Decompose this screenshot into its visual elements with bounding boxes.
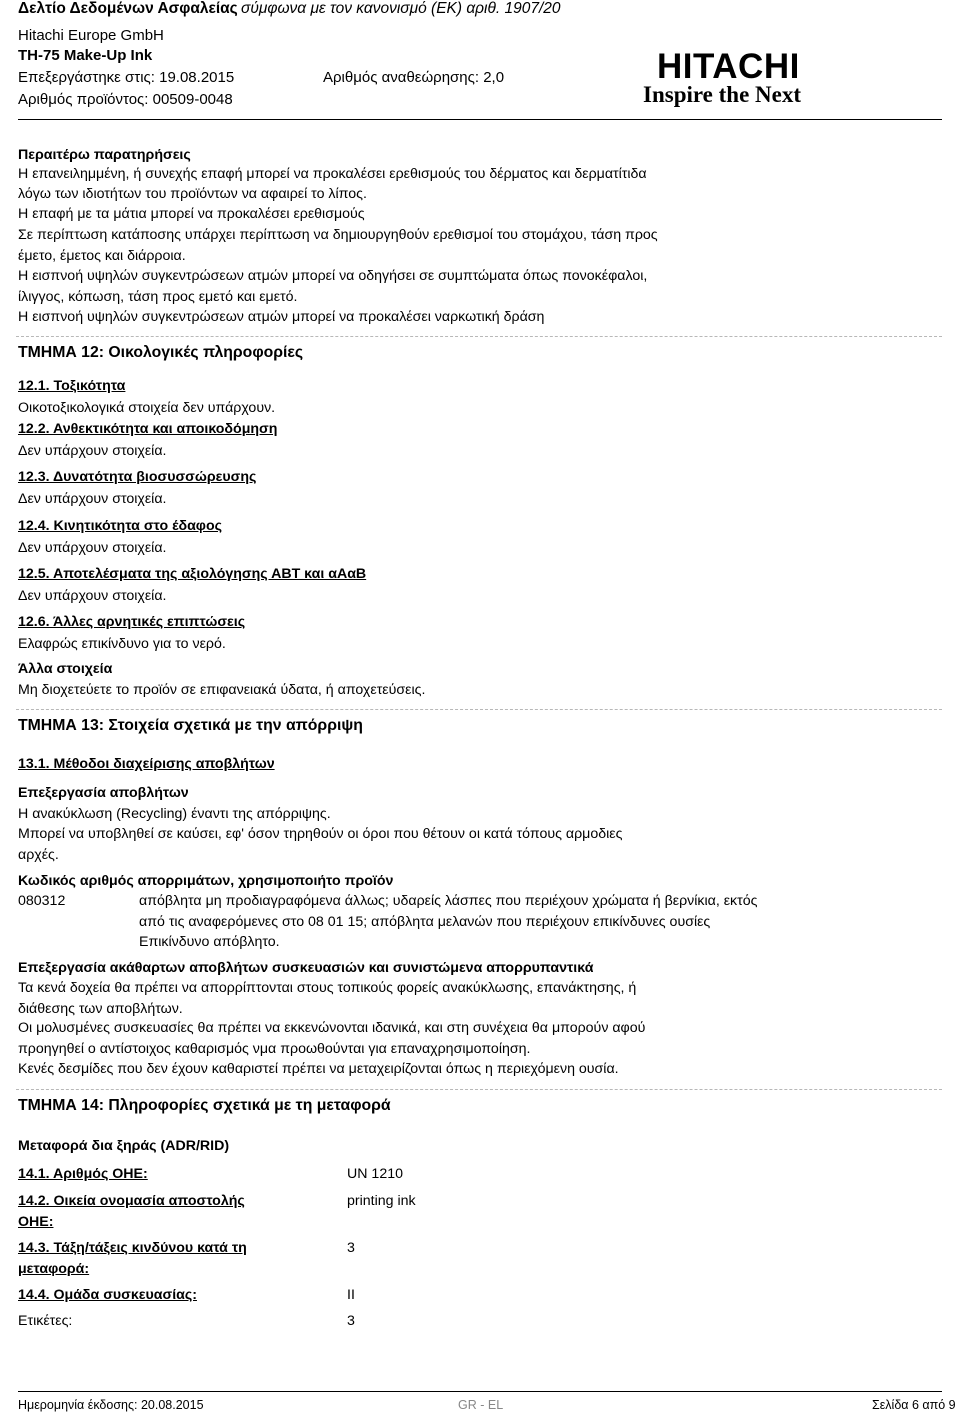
- subsection-12-5-text: Δεν υπάρχουν στοιχεία.: [18, 588, 167, 604]
- header-rule: [18, 119, 942, 120]
- subsection-12-4: 12.4. Κινητικότητα στο έδαφος: [18, 518, 222, 534]
- waste-code-description: απόβλητα μη προδιαγραφόμενα άλλως; υδαρείς λάσπες που περιέχουν χρώματα ή βερνίκια, εκτός: [139, 893, 758, 909]
- further-remarks-heading: Περαιτέρω παρατηρήσεις: [18, 147, 191, 163]
- processed-date: Επεξεργάστηκε στις: 19.08.2015: [18, 69, 235, 86]
- remark-line: Η επαφή με τα μάτια μπορεί να προκαλέσει ερεθισμούς: [18, 206, 365, 222]
- waste-code-description: από τις αναφερόμενες στο 08 01 15; απόβλητα μελανών που περιέχουν επικίνδυνες ουσίες: [139, 914, 711, 930]
- waste-processing-line: αρχές.: [18, 847, 59, 863]
- section-divider: [16, 336, 942, 337]
- language-code: GR - EL: [458, 1398, 504, 1412]
- subsection-12-3-text: Δεν υπάρχουν στοιχεία.: [18, 491, 167, 507]
- subsection-12-6-text: Ελαφρώς επικίνδυνο για το νερό.: [18, 636, 226, 652]
- other-info-text: Μη διοχετεύετε το προϊόν σε επιφανειακά ύδατα, ή αποχετεύσεις.: [18, 682, 426, 698]
- packaging-line: Τα κενά δοχεία θα πρέπει να απορρίπτονται στους τοπικούς φορείς ανακύκλωσης, επανάκτησης, ή: [18, 980, 637, 996]
- subsection-12-3: 12.3. Δυνατότητα βιοσυσσώρευσης: [18, 469, 257, 485]
- company-name: Hitachi Europe GmbH: [18, 27, 164, 44]
- section-12-title: ΤΜΗΜΑ 12: Οικολογικές πληροφορίες: [18, 344, 304, 361]
- document-title: Δελτίο Δεδομένων Ασφαλείας: [18, 0, 238, 17]
- product-number: Αριθμός προϊόντος: 00509-0048: [18, 91, 233, 108]
- remark-line: έμετο, έμετος και διάρροια.: [18, 248, 186, 264]
- subsection-12-6: 12.6. Άλλες αρνητικές επιπτώσεις: [18, 614, 246, 630]
- revision-number: Αριθμός αναθεώρησης: 2,0: [323, 69, 505, 86]
- subsection-12-2: 12.2. Ανθεκτικότητα και αποικοδόμηση: [18, 421, 278, 437]
- land-transport-heading: Μεταφορά δια ξηράς (ADR/RID): [18, 1138, 230, 1154]
- subsection-13-1: 13.1. Μέθοδοι διαχείρισης αποβλήτων: [18, 756, 275, 772]
- packaging-line: Κενές δεσμίδες που δεν έχουν καθαριστεί πρέπει να μεταχειρίζονται όπως η περιεχόμενη ουσία.: [18, 1061, 619, 1077]
- page-number: Σελίδα 6 από 9: [872, 1398, 956, 1412]
- shipping-name-label: 14.2. Οικεία ονομασία αποστολής: [18, 1193, 245, 1209]
- product-name: TH-75 Make-Up Ink: [18, 47, 153, 64]
- hitachi-logo: [643, 47, 848, 107]
- other-info-heading: Άλλα στοιχεία: [18, 661, 113, 677]
- subsection-12-4-text: Δεν υπάρχουν στοιχεία.: [18, 540, 167, 556]
- remark-line: λόγω των ιδιοτήτων του προϊόντων να αφαιρεί το λίπος.: [18, 186, 367, 202]
- waste-processing-line: Η ανακύκλωση (Recycling) έναντι της απόρριψης.: [18, 806, 331, 822]
- section-13-title: ΤΜΗΜΑ 13: Στοιχεία σχετικά με την απόρριψη: [18, 717, 363, 734]
- hazard-class-value: 3: [347, 1240, 355, 1256]
- footer-rule: [18, 1391, 942, 1392]
- subsection-12-5: 12.5. Αποτελέσματα της αξιολόγησης ΑΒΤ και αΑαΒ: [18, 566, 367, 582]
- subsection-12-2-text: Δεν υπάρχουν στοιχεία.: [18, 443, 167, 459]
- packaging-line: προηγηθεί ο αντίστοιχος καθαρισμός νμα προωθούνται για επαναχρησιμοποίηση.: [18, 1041, 531, 1057]
- hazard-class-label-cont: μεταφορά:: [18, 1261, 90, 1277]
- remark-line: ίλιγγος, κόπωση, τάση προς εμετό και εμετό.: [18, 289, 298, 305]
- waste-code-heading: Κωδικός αριθμός απορριμάτων, χρησιμοποιήτο προϊόν: [18, 873, 394, 889]
- un-number-label: 14.1. Αριθμός ΟΗΕ:: [18, 1166, 148, 1182]
- remark-line: Η εισπνοή υψηλών συγκεντρώσεων ατμών μπορεί να προκαλέσει ναρκωτική δράση: [18, 309, 545, 325]
- un-number-value: UN 1210: [347, 1166, 403, 1182]
- packing-group-label: 14.4. Ομάδα συσκευασίας:: [18, 1287, 197, 1303]
- shipping-name-label-cont: ΟΗΕ:: [18, 1214, 54, 1230]
- waste-processing-line: Μπορεί να υποβληθεί σε καύσει, εφ' όσον τηρηθούν οι όροι που θέτουν οι κατά τόπους αρμοδιες: [18, 826, 623, 842]
- section-divider: [16, 709, 942, 710]
- remark-line: Η επανειλημμένη, ή συνεχής επαφή μπορεί να προκαλέσει ερεθισμούς του δέρματος και δερματίτιδα: [18, 166, 647, 182]
- logo-wordmark: HITACHI: [657, 47, 800, 86]
- logo-tagline: Inspire the Next: [643, 82, 802, 107]
- header: [0, 0, 960, 118]
- labels-label: Ετικέτες:: [18, 1313, 73, 1329]
- section-divider: [16, 1089, 942, 1090]
- shipping-name-value: printing ink: [347, 1193, 416, 1209]
- issue-date: Ημερομηνία έκδοσης: 20.08.2015: [18, 1398, 204, 1412]
- packaging-heading: Επεξεργασία ακάθαρτων αποβλήτων συσκευασιών και συνιστώμενα απορρυπαντικά: [18, 960, 594, 976]
- packaging-line: Οι μολυσμένες συσκευασίες θα πρέπει να εκκενώνονται ιδανικά, και στη συνέχεια θα μπορούν αφού: [18, 1020, 646, 1036]
- waste-code: 080312: [18, 893, 66, 909]
- regulation-reference: σύμφωνα με τον κανονισμό (ΕΚ) αριθ. 1907/20: [241, 0, 561, 17]
- subsection-12-1-text: Οικοτοξικολογικά στοιχεία δεν υπάρχουν.: [18, 400, 276, 416]
- remark-line: Η εισπνοή υψηλών συγκεντρώσεων ατμών μπορεί να οδηγήσει σε συμπτώματα όπως πονοκέφαλοι,: [18, 268, 648, 284]
- waste-processing-heading: Επεξεργασία αποβλήτων: [18, 785, 189, 801]
- subsection-12-1: 12.1. Τοξικότητα: [18, 378, 126, 394]
- section-14-title: ΤΜΗΜΑ 14: Πληροφορίες σχετικά με τη μεταφορά: [18, 1097, 391, 1114]
- waste-code-description: Επικίνδυνο απόβλητο.: [139, 934, 280, 950]
- packing-group-value: II: [347, 1287, 355, 1303]
- packaging-line: διάθεσης των αποβλήτων.: [18, 1001, 183, 1017]
- remark-line: Σε περίπτωση κατάποσης υπάρχει περίπτωση να δημιουργηθούν ερεθισμοί του στομάχου, τάση προς: [18, 227, 658, 243]
- hazard-class-label: 14.3. Τάξη/τάξεις κινδύνου κατά τη: [18, 1240, 247, 1256]
- labels-value: 3: [347, 1313, 355, 1329]
